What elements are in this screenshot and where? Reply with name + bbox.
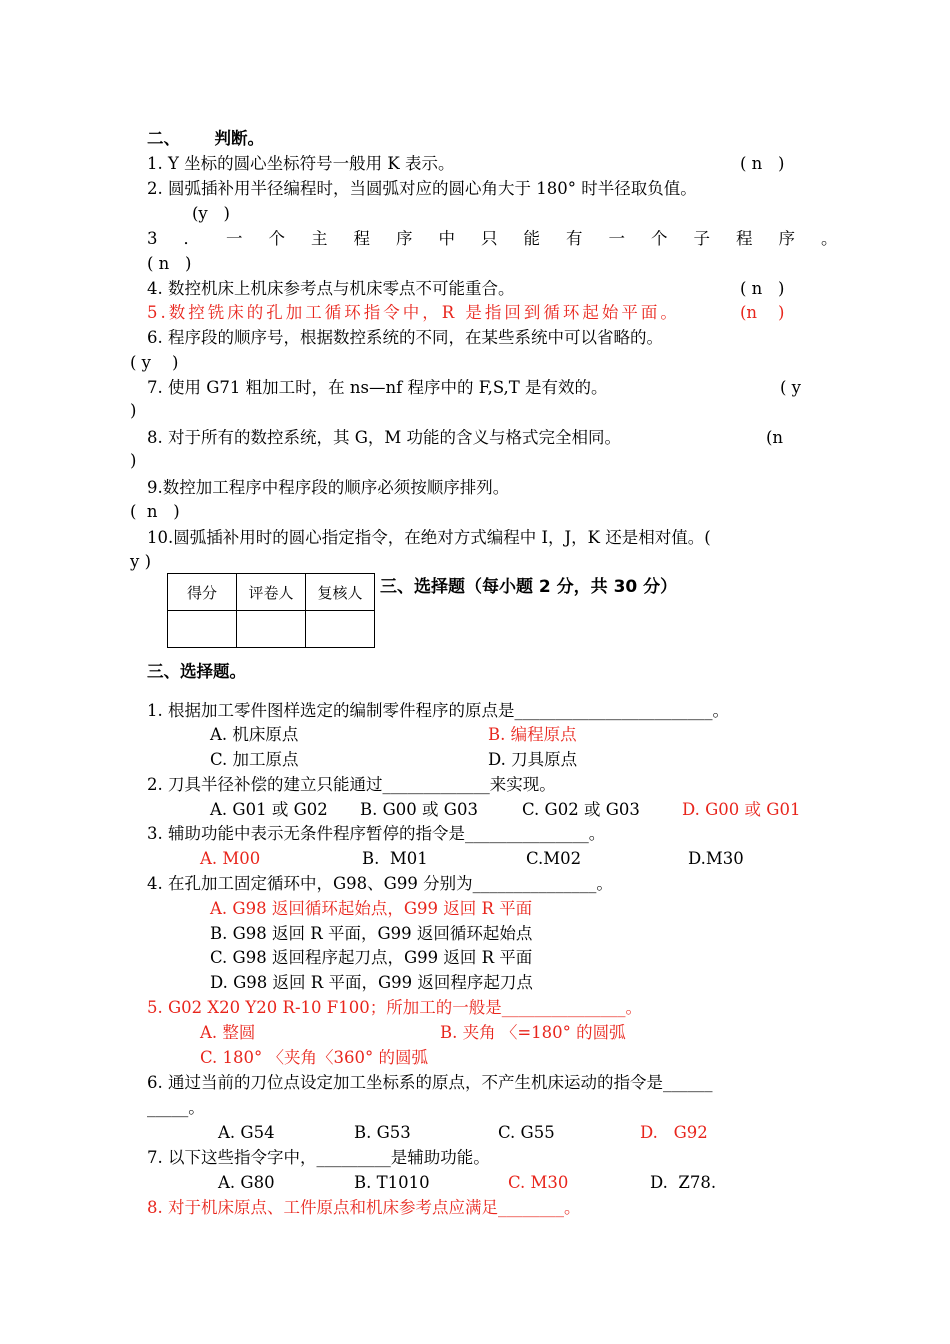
choice-q6-blank-cont: _____。 <box>147 1098 205 1117</box>
choice-q6-option-a: A. G54 <box>218 1123 275 1142</box>
choice-q4-option-c: C. G98 返回程序起刀点，G99 返回 R 平面 <box>210 948 533 967</box>
choice-q3-option-c: C.M02 <box>526 849 582 868</box>
judge-q5-answer: (n ) <box>740 303 785 322</box>
choice-section-header: 三、选择题（每小题 2 分，共 30 分） <box>380 577 678 597</box>
score-header-grader: 评卷人 <box>237 574 306 611</box>
judge-q1: 1. Y 坐标的圆心坐标符号一般用 K 表示。 <box>147 154 455 173</box>
choice-q6-option-c: C. G55 <box>498 1123 555 1142</box>
choice-q3: 3. 辅助功能中表示无条件程序暂停的指令是_______________。 <box>147 824 606 843</box>
judge-q9: 9.数控加工程序中程序段的顺序必须按顺序排列。 <box>147 478 510 497</box>
choice-q7-option-b: B. T1010 <box>354 1173 430 1192</box>
choice-q1-option-a: A. 机床原点 <box>210 725 299 744</box>
judge-section-title: 二、 判断。 <box>147 129 264 148</box>
choice-q5-option-b: B. 夹角 〈=180° 的圆弧 <box>440 1023 626 1042</box>
judge-q6: 6. 程序段的顺序号，根据数控系统的不同，在某些系统中可以省略的。 <box>147 328 663 347</box>
score-header-reviewer: 复核人 <box>306 574 375 611</box>
score-cell-reviewer[interactable] <box>306 611 375 648</box>
judge-q5: 5.数控铣床的孔加工循环指令中，R 是指回到循环起始平面。 <box>147 303 680 322</box>
choice-q1-option-d: D. 刀具原点 <box>488 750 578 769</box>
judge-q10-answer: y ) <box>130 552 152 571</box>
choice-q7-option-d: D. Z78. <box>650 1173 717 1192</box>
judge-q8-answer-close: ) <box>130 451 137 470</box>
choice-q4-option-b: B. G98 返回 R 平面，G99 返回循环起始点 <box>210 924 533 943</box>
judge-q10: 10.圆弧插补用时的圆心指定指令，在绝对方式编程中 I，J，K 还是相对值。( <box>147 528 711 547</box>
choice-q5-option-c: C. 180° 〈夹角〈360° 的圆弧 <box>200 1048 429 1067</box>
choice-q7-option-a: A. G80 <box>218 1173 275 1192</box>
judge-q3: 3．一个主程序中只能有一个子程序。 <box>147 229 864 248</box>
choice-q4: 4. 在孔加工固定循环中，G98、G99 分别为_______________。 <box>147 874 613 893</box>
choice-q6-option-b: B. G53 <box>354 1123 411 1142</box>
judge-q4-answer: ( n ) <box>740 279 785 298</box>
choice-q3-option-b: B. M01 <box>362 849 428 868</box>
choice-section-title: 三、选择题。 <box>147 662 246 681</box>
choice-q1-option-b: B. 编程原点 <box>488 725 577 744</box>
judge-q1-answer: ( n ) <box>740 154 785 173</box>
choice-q4-option-a: A. G98 返回循环起始点，G99 返回 R 平面 <box>210 899 533 918</box>
choice-q8: 8. 对于机床原点、工件原点和机床参考点应满足________。 <box>147 1198 581 1217</box>
choice-q6-option-d: D. G92 <box>640 1123 708 1142</box>
judge-q8: 8. 对于所有的数控系统，其 G，M 功能的含义与格式完全相同。 <box>147 428 622 447</box>
judge-q4: 4. 数控机床上机床参考点与机床零点不可能重合。 <box>147 279 515 298</box>
choice-q2-option-b: B. G00 或 G03 <box>360 800 478 819</box>
choice-q3-option-a: A. M00 <box>200 849 261 868</box>
choice-q2: 2. 刀具半径补偿的建立只能通过_____________来实现。 <box>147 775 556 794</box>
choice-q7-option-c: C. M30 <box>508 1173 569 1192</box>
judge-q6-answer: ( y ) <box>130 353 179 372</box>
choice-q2-option-d: D. G00 或 G01 <box>682 800 801 819</box>
choice-q2-option-a: A. G01 或 G02 <box>210 800 328 819</box>
choice-q1: 1. 根据加工零件图样选定的编制零件程序的原点是________________________。 <box>147 701 729 720</box>
choice-q3-option-d: D.M30 <box>688 849 744 868</box>
choice-q6: 6. 通过当前的刀位点设定加工坐标系的原点，不产生机床运动的指令是______ <box>147 1073 713 1092</box>
score-cell-score[interactable] <box>168 611 237 648</box>
judge-q8-answer: (n <box>766 428 784 447</box>
choice-q5: 5. G02 X20 Y20 R-10 F100；所加工的一般是_______________。 <box>147 998 642 1017</box>
choice-q5-option-a: A. 整圆 <box>200 1023 256 1042</box>
judge-q2-answer: (y ) <box>192 204 230 223</box>
score-cell-grader[interactable] <box>237 611 306 648</box>
judge-q7-answer-close: ) <box>130 401 137 420</box>
choice-q7: 7. 以下这些指令字中，_________是辅助功能。 <box>147 1148 490 1167</box>
judge-q2: 2. 圆弧插补用半径编程时，当圆弧对应的圆心角大于 180° 时半径取负值。 <box>147 179 697 198</box>
judge-q9-answer: ( n ) <box>130 502 180 521</box>
judge-q7: 7. 使用 G71 粗加工时，在 ns—nf 程序中的 F,S,T 是有效的。 <box>147 378 608 397</box>
choice-q4-option-d: D. G98 返回 R 平面，G99 返回程序起刀点 <box>210 973 533 992</box>
score-table <box>167 573 375 648</box>
judge-q3-answer: ( n ) <box>147 254 192 273</box>
choice-q1-option-c: C. 加工原点 <box>210 750 299 769</box>
score-header-score: 得分 <box>168 574 237 611</box>
choice-q2-option-c: C. G02 或 G03 <box>522 800 640 819</box>
judge-q7-answer: ( y <box>780 378 802 397</box>
